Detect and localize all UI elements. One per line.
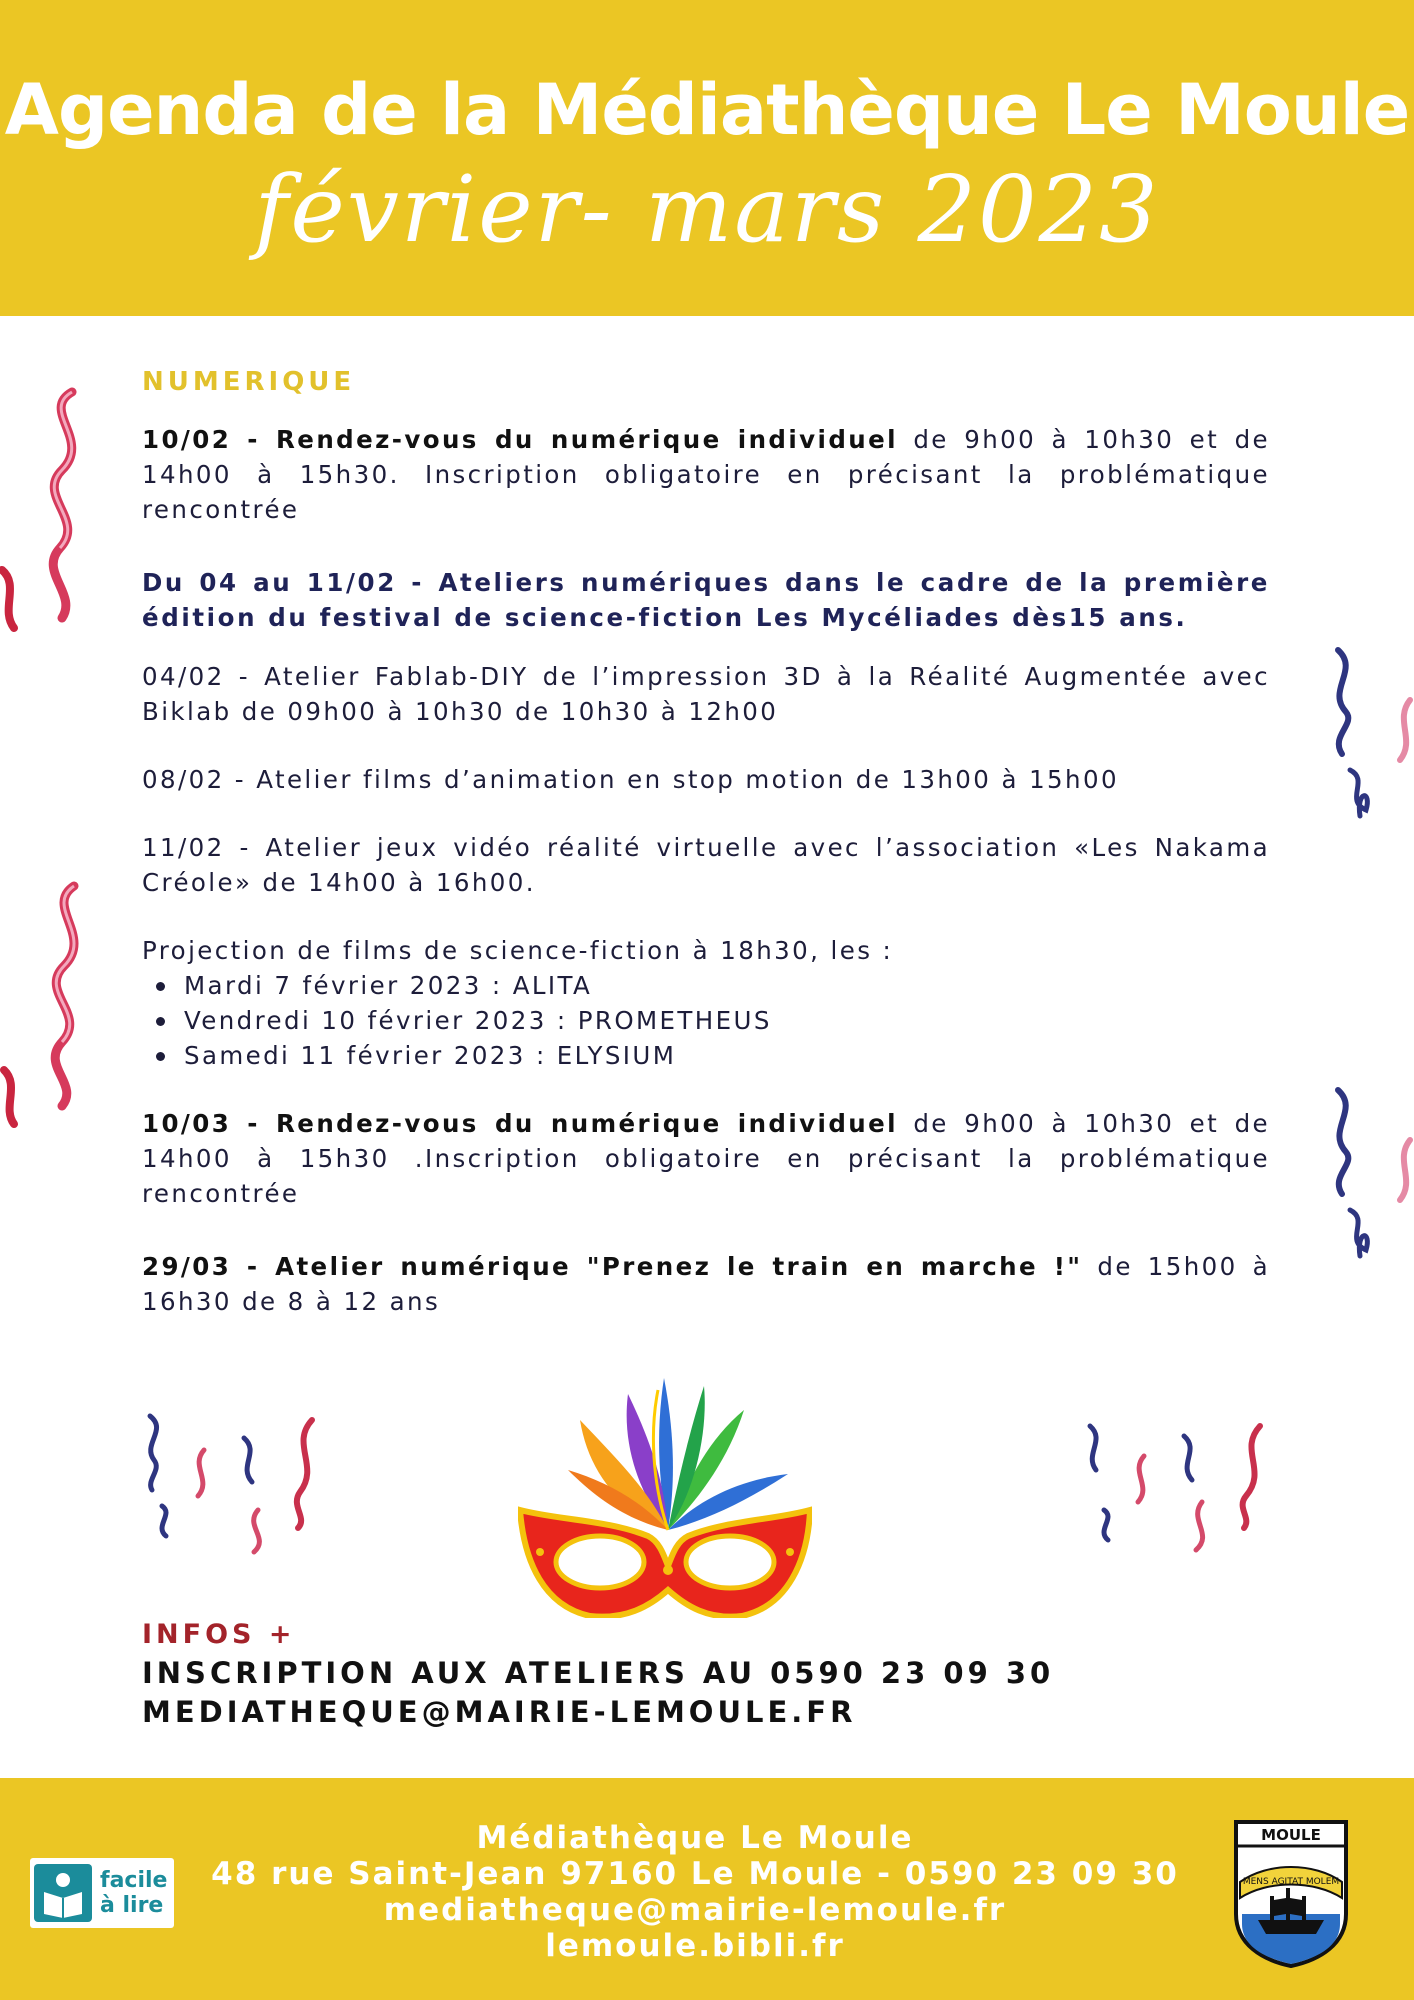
streamer-decoration-right-top [1320, 640, 1414, 830]
streamer-decoration-left-middle [0, 880, 110, 1130]
le-moule-crest-logo [1228, 1818, 1354, 1968]
section-title-numerique: NUMERIQUE [142, 367, 356, 397]
carnival-mask-illustration [518, 1370, 812, 1618]
event-1002-details: de 9h00 à 10h30 et de 14h00 à 15h30. Inscription obligatoire en précisant la problématique rencontrée [142, 425, 1271, 524]
event-1003-heading: 10/03 - Rendez-vous du numérique individuel [142, 1109, 898, 1138]
infos-block [142, 1616, 1292, 1732]
facile-a-lire-logo [30, 1858, 174, 1928]
event-1003 [142, 1106, 1270, 1211]
confetti-streamers-right [1080, 1410, 1280, 1560]
agenda-content [142, 362, 1270, 1319]
event-0402: 04/02 - Atelier Fablab-DIY de l’impression 3D à la Réalité Augmentée avec Biklab de 09h00 à 10h30 de 10h30 à 12h00 [142, 662, 1270, 726]
reader-icon [34, 1864, 92, 1922]
event-0802: 08/02 - Atelier films d’animation en stop motion de 13h00 à 15h00 [142, 765, 1119, 794]
footer-library-name: Médiathèque Le Moule [476, 1820, 914, 1856]
page-subtitle: février- mars 2023 [254, 156, 1160, 263]
projection-list [142, 968, 1270, 1073]
projection-block [142, 933, 1270, 1073]
festival-heading: Du 04 au 11/02 - Ateliers numériques dans le cadre de la première édition du festival de science-fiction Les Mycéliades dès15 ans. [142, 568, 1270, 632]
facile-a-lire-text: facile à lire [100, 1868, 168, 1918]
list-item: Mardi 7 février 2023 : ALITA [142, 968, 1270, 1003]
event-1002-heading: 10/02 - Rendez-vous du numérique individuel [142, 425, 898, 454]
crest-motto: MENS AGITAT MOLEM [1242, 1877, 1340, 1887]
infos-phone-line: INSCRIPTION AUX ATELIERS AU 0590 23 09 30 [142, 1656, 1055, 1690]
page-title: Agenda de la Médiathèque Le Moule [4, 69, 1410, 151]
footer-banner [0, 1778, 1414, 2000]
event-2903-heading: 29/03 - Atelier numérique "Prenez le train en marche !" [142, 1252, 1083, 1281]
event-2903-details: de 15h00 à 16h30 de 8 à 12 ans [142, 1252, 1270, 1316]
event-1002 [142, 422, 1270, 527]
footer-contact [200, 1820, 1190, 1964]
crest-title: MOULE [1261, 1826, 1321, 1844]
event-2903 [142, 1249, 1270, 1319]
footer-address: 48 rue Saint-Jean 97160 Le Moule - 0590 23 09 30 [211, 1856, 1179, 1892]
header-banner [0, 0, 1414, 316]
infos-label: INFOS + [142, 1619, 296, 1650]
list-item: Samedi 11 février 2023 : ELYSIUM [142, 1038, 1270, 1073]
list-item: Vendredi 10 février 2023 : PROMETHEUS [142, 1003, 1270, 1038]
streamer-decoration-right-bottom [1320, 1080, 1414, 1270]
event-1003-details: de 9h00 à 10h30 et de 14h00 à 15h30 .Inscription obligatoire en précisant la problématique rencontrée [142, 1109, 1271, 1208]
footer-website[interactable]: lemoule.bibli.fr [545, 1928, 845, 1964]
streamer-decoration-left-top [0, 380, 110, 640]
event-1102: 11/02 - Atelier jeux vidéo réalité virtuelle avec l’association «Les Nakama Créole» de 14h00 à 16h00. [142, 833, 1270, 897]
infos-email-line: MEDIATHEQUE@MAIRIE-LEMOULE.FR [142, 1695, 857, 1729]
footer-email[interactable]: mediatheque@mairie-lemoule.fr [383, 1892, 1007, 1928]
confetti-streamers-left [140, 1410, 340, 1560]
projection-intro: Projection de films de science-fiction à 18h30, les : [142, 936, 894, 965]
